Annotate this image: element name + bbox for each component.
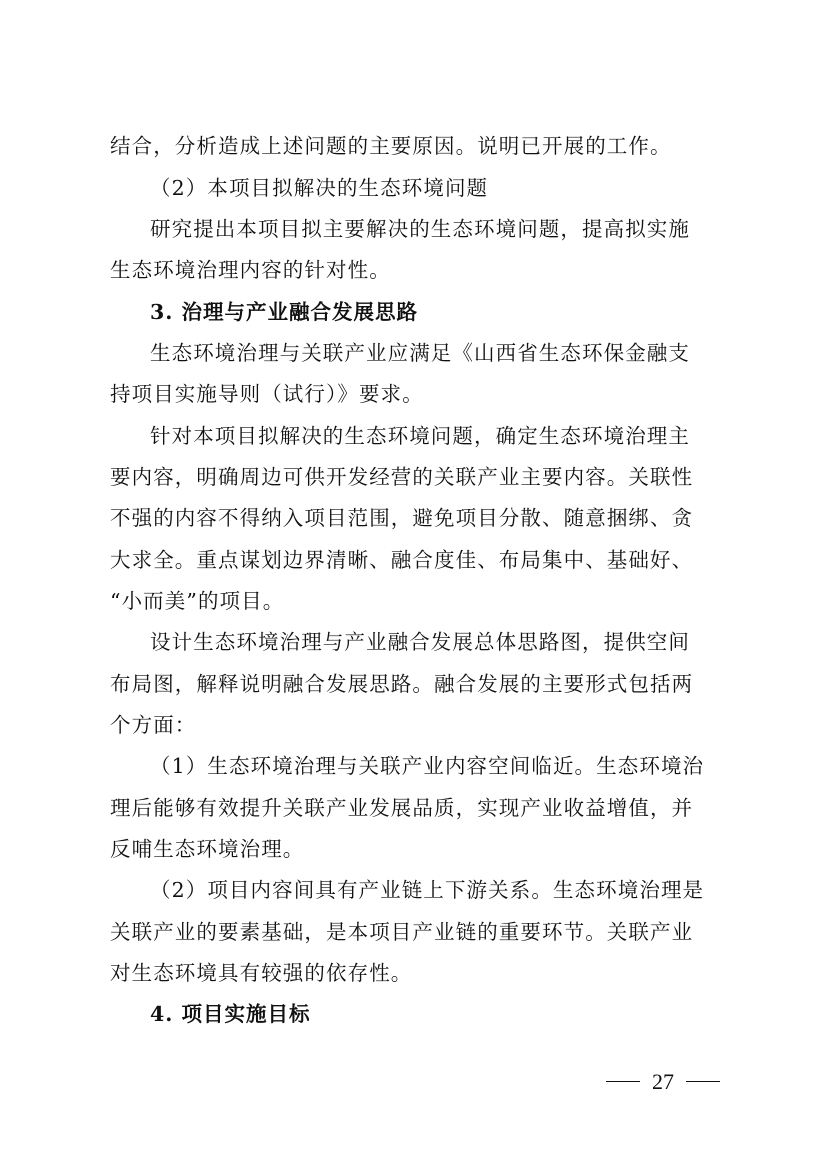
paragraph-line: （2）项目内容间具有产业链上下游关系。生态环境治理是 (150, 878, 705, 902)
paragraph-line: 针对本项目拟解决的生态环境问题，确定生态环境治理主 (150, 424, 690, 448)
paragraph-line: 关联产业的要素基础，是本项目产业链的重要环节。关联产业 (110, 920, 694, 944)
page-number: 27 (652, 1069, 674, 1094)
paragraph-line: 不强的内容不得纳入项目范围，避免项目分散、随意捆绑、贪 (110, 506, 694, 530)
paragraph-line: 生态环境治理与关联产业应满足《山西省生态环保金融支 (150, 341, 690, 365)
paragraph-line: 结合，分析造成上述问题的主要原因。说明已开展的工作。 (110, 134, 672, 158)
paragraph-line: 对生态环境具有较强的依存性。 (110, 961, 413, 985)
page-footer (606, 1068, 720, 1096)
paragraph-line: 个方面： (110, 713, 197, 737)
subheading-line: （2）本项目拟解决的生态环境问题 (150, 176, 489, 200)
section-heading: 4. 项目实施目标 (150, 1002, 311, 1026)
paragraph-line: 布局图，解释说明融合发展思路。融合发展的主要形式包括两 (110, 672, 694, 696)
dash-left-icon (606, 1081, 640, 1082)
paragraph-line: 反哺生态环境治理。 (110, 837, 305, 861)
paragraph-line: 设计生态环境治理与产业融合发展总体思路图，提供空间 (150, 630, 690, 654)
paragraph-line: 理后能够有效提升关联产业发展品质，实现产业收益增值，并 (110, 796, 694, 820)
dash-right-icon (686, 1081, 720, 1082)
paragraph-line: 持项目实施导则（试行）》要求。 (110, 382, 424, 406)
paragraph-line: 大求全。重点谋划边界清晰、融合度佳、布局集中、基础好、 (110, 548, 694, 572)
paragraph-line: （1）生态环境治理与关联产业内容空间临近。生态环境治 (150, 754, 705, 778)
paragraph-line: 要内容，明确周边可供开发经营的关联产业主要内容。关联性 (110, 465, 694, 489)
paragraph-line: 生态环境治理内容的针对性。 (110, 258, 391, 282)
paragraph-line: “小而美”的项目。 (110, 589, 285, 613)
section-heading: 3. 治理与产业融合发展思路 (150, 300, 419, 324)
paragraph-line: 研究提出本项目拟主要解决的生态环境问题，提高拟实施 (150, 217, 690, 241)
